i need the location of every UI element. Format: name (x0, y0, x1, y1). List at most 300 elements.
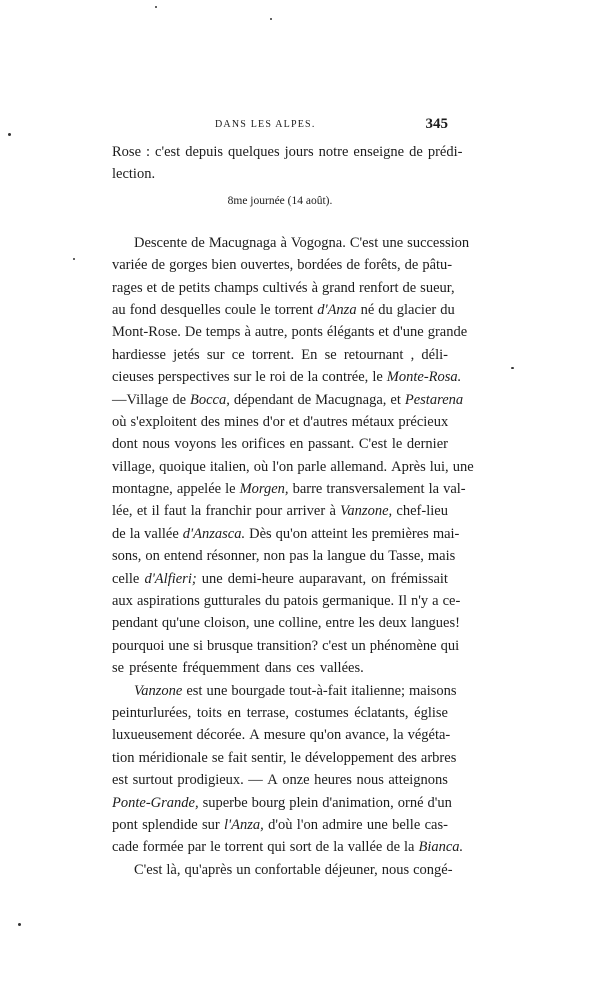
word: c'est (155, 144, 181, 160)
word: heures (314, 772, 352, 789)
word: de (172, 391, 186, 408)
word: demi-heure (227, 570, 294, 587)
word: bourg (251, 794, 286, 811)
word: confortable (254, 861, 321, 878)
word: premières (371, 525, 429, 542)
word: patois (283, 593, 319, 610)
word: allemand. (330, 458, 388, 475)
text-line (112, 500, 448, 522)
word: celle (112, 570, 140, 587)
word: la (428, 481, 440, 498)
word: qui (440, 637, 460, 654)
word: chef-lieu (396, 503, 448, 520)
word: l'Anza, (224, 816, 264, 833)
word: sur (206, 346, 225, 363)
word: terrase, (246, 704, 290, 721)
word: frémissait (390, 570, 448, 587)
word: faut (163, 503, 187, 520)
word: franchir (205, 503, 252, 520)
word: sur (233, 369, 252, 386)
word: Bocca, (190, 391, 230, 408)
word: desquelles (160, 301, 221, 318)
word: — (248, 772, 263, 789)
word: renfort (359, 279, 399, 296)
word: : (146, 144, 151, 160)
word: le (225, 481, 236, 498)
word: quoique (159, 458, 206, 475)
word: nous (381, 861, 410, 878)
word: perspectives (157, 369, 230, 386)
word: ce- (442, 593, 461, 610)
word: barre (292, 481, 323, 498)
word: germanique. (322, 593, 395, 610)
word: langues! (410, 615, 460, 632)
text-line (112, 321, 468, 343)
word: de (409, 144, 423, 160)
word: onze (282, 772, 310, 789)
word: bordées (297, 257, 343, 274)
word: à (311, 279, 319, 296)
text-line (112, 747, 457, 769)
word: phénomène (369, 637, 437, 654)
word: , (410, 346, 415, 363)
text-line (112, 389, 464, 411)
word: le (290, 749, 301, 766)
word: pas (289, 548, 309, 565)
word: ponts (291, 324, 323, 341)
text-line (112, 433, 448, 455)
word: atteint (311, 525, 348, 542)
word: de (315, 839, 330, 856)
word: d'où (268, 816, 293, 833)
word: aspirations (136, 593, 200, 610)
text-line (112, 814, 448, 836)
word: la (393, 727, 404, 744)
word: notre (318, 144, 349, 160)
word: Rose (112, 144, 141, 160)
word: qu'on (309, 727, 342, 744)
word: des (397, 749, 417, 766)
word: le (210, 839, 221, 856)
word: où (253, 458, 269, 475)
word: pont (112, 816, 138, 833)
word: peinturlurées, (112, 704, 192, 721)
word: une (382, 234, 404, 251)
word: vallées. (319, 660, 364, 677)
word: sentir, (251, 749, 287, 766)
word: la (129, 525, 141, 542)
word: de (297, 391, 312, 408)
word: montagne, (112, 481, 173, 498)
word: d'animation, (322, 794, 394, 811)
word: C'est (134, 861, 163, 878)
word: cloison, (203, 615, 250, 632)
word: méridionale (138, 749, 208, 766)
word: parle (297, 458, 327, 475)
word: Mont-Rose. (112, 324, 181, 341)
word: d'Anzasca. (182, 525, 246, 542)
word: résonner, (206, 548, 260, 565)
text-line (112, 186, 448, 216)
word: dont (112, 436, 138, 453)
word: sueur, (420, 279, 455, 296)
word: glacier (396, 301, 437, 318)
text-line (112, 163, 448, 185)
word: val- (443, 481, 466, 498)
word: cade (112, 839, 139, 856)
word: —Village (112, 391, 169, 408)
word: déli- (421, 346, 448, 363)
word: l'on (296, 816, 318, 833)
text-line (112, 277, 455, 299)
word: prodigieux. (177, 772, 244, 789)
word: pourquoi (112, 637, 165, 654)
word: bourgade (231, 682, 286, 699)
word: tout-à-fait (289, 682, 348, 699)
word: nous (142, 436, 170, 453)
word: se (112, 660, 125, 677)
word: lée, (112, 503, 133, 520)
word: quelques (228, 144, 280, 160)
word: variée (112, 257, 148, 274)
word: Dès (249, 525, 272, 542)
word: grand (322, 279, 356, 296)
word: dernier (406, 436, 448, 453)
word: maisons (409, 682, 457, 699)
word: les (351, 525, 368, 542)
text-line (112, 523, 460, 545)
word: d'Alfieri; (144, 570, 197, 587)
word: Morgen, (239, 481, 289, 498)
word: d'autres (303, 413, 348, 430)
word: les (358, 615, 375, 632)
text-line (112, 769, 448, 791)
word: se (324, 346, 337, 363)
word: du (440, 301, 455, 318)
word: depuis (185, 144, 224, 160)
word: toits (196, 704, 222, 721)
word: deux (378, 615, 407, 632)
text-line (112, 299, 455, 321)
word: élégants (326, 324, 375, 341)
word: développement (304, 749, 394, 766)
word: enseigne (353, 144, 405, 160)
page-number: 345 (425, 116, 448, 132)
text-line (112, 702, 448, 724)
word: ce (231, 346, 245, 363)
word: en (289, 436, 304, 453)
word: l'on (272, 458, 294, 475)
word: colline, (278, 615, 322, 632)
word: s'exploitent (130, 413, 197, 430)
word: de (289, 369, 304, 386)
word: cas- (424, 816, 448, 833)
word: A (267, 772, 278, 789)
word: d'une (392, 324, 424, 341)
word: congé- (413, 861, 453, 878)
word: à (329, 503, 336, 520)
scan-speck (511, 367, 514, 369)
word: le (391, 436, 403, 453)
word: grande (427, 324, 468, 341)
scan-speck (18, 923, 21, 926)
word: la (333, 839, 344, 856)
text-line (112, 141, 463, 163)
word: le (255, 369, 266, 386)
word: forêts, (364, 257, 401, 274)
word: cieuses (112, 369, 154, 386)
word: le (260, 301, 271, 318)
word: de (112, 525, 126, 542)
word: arbres (420, 749, 457, 766)
word: village, (112, 458, 156, 475)
word: la (404, 839, 415, 856)
word: où (112, 413, 127, 430)
word: est (186, 682, 203, 699)
word: a (432, 593, 439, 610)
word: par (187, 839, 207, 856)
text-line (112, 635, 460, 657)
word: Macugnaga (208, 234, 277, 251)
word: succession (407, 234, 470, 251)
word: une (168, 637, 190, 654)
word: si (193, 637, 203, 654)
word: précieux (398, 413, 449, 430)
word: Vanzone (134, 682, 183, 699)
word: atteignons (388, 772, 448, 789)
word: se (211, 749, 224, 766)
word: à (280, 234, 287, 251)
word: église (414, 704, 448, 721)
text-line (112, 216, 448, 232)
word: un (236, 861, 251, 878)
word: avance, (345, 727, 390, 744)
page-header (112, 116, 448, 136)
word: sur (201, 816, 220, 833)
word: le (372, 369, 383, 386)
word: superbe (202, 794, 248, 811)
text-line (112, 344, 448, 366)
word: lection. (112, 166, 156, 183)
word: Bianca. (418, 839, 464, 856)
word: torrent (224, 839, 264, 856)
word: sons, (112, 548, 142, 565)
word: coule (224, 301, 257, 318)
word: des (200, 413, 221, 430)
word: temps (205, 324, 241, 341)
word: brusque (206, 637, 253, 654)
word: Après (391, 458, 426, 475)
word: mais (427, 548, 456, 565)
word: on (371, 570, 386, 587)
word: costumes (294, 704, 349, 721)
text-line (112, 792, 452, 814)
word: roi (269, 369, 286, 386)
word: rages (112, 279, 143, 296)
word: qu'après (184, 861, 233, 878)
word: contrée, (322, 369, 369, 386)
word: du (369, 548, 385, 565)
word: torrent. (251, 346, 295, 363)
word: et (136, 503, 148, 520)
word: lui, (429, 458, 449, 475)
body-text (112, 141, 474, 881)
word: orifices (241, 436, 286, 453)
word: C'est (349, 234, 379, 251)
word: En (301, 346, 318, 363)
word: belle (392, 816, 421, 833)
word: voyons (174, 436, 217, 453)
word: d'un (427, 794, 452, 811)
word: champs (214, 279, 259, 296)
word: fait (227, 749, 248, 766)
word: mines (224, 413, 259, 430)
text-line (112, 724, 451, 746)
word: de (151, 257, 166, 274)
word: mesure (263, 727, 306, 744)
word: Il (398, 593, 408, 610)
text-line (112, 411, 448, 433)
word: vallée (347, 839, 383, 856)
scan-speck (73, 258, 75, 260)
word: arriver (286, 503, 326, 520)
word: langue (327, 548, 366, 565)
text-line (112, 545, 456, 567)
word: transition? (256, 637, 319, 654)
word: Descente (134, 234, 188, 251)
word: aux (112, 593, 133, 610)
word: sort (289, 839, 312, 856)
text-line (112, 859, 453, 881)
word: qu'on (275, 525, 308, 542)
word: nous (356, 772, 384, 789)
word: A (249, 727, 260, 744)
word: transversalement (326, 481, 425, 498)
word: qu'une (161, 615, 200, 632)
word: du (378, 301, 393, 318)
word: on (145, 548, 160, 565)
text-line (112, 836, 464, 858)
word: retournant (343, 346, 404, 363)
word: et (390, 391, 401, 408)
word: auparavant, (298, 570, 367, 587)
word: Vogogna. (290, 234, 346, 251)
running-title: DANS LES ALPES. (215, 119, 316, 130)
word: italienne; (351, 682, 406, 699)
word: splendide (142, 816, 198, 833)
word: végéta- (407, 727, 451, 744)
word: vallée (144, 525, 179, 542)
word: la (307, 369, 319, 386)
word: autre, (254, 324, 288, 341)
text-line (112, 456, 474, 478)
word: déjeuner, (324, 861, 378, 878)
word: C'est (358, 436, 388, 453)
word: une (206, 682, 228, 699)
word: de (404, 257, 419, 274)
word: dépendant (233, 391, 294, 408)
word: et (378, 324, 389, 341)
word: hardiesse (112, 346, 166, 363)
word: d'or (262, 413, 285, 430)
word: passant. (307, 436, 355, 453)
text-line (112, 590, 461, 612)
word: n'y (411, 593, 429, 610)
word: la (190, 503, 202, 520)
word: gutturales (203, 593, 261, 610)
text-line (112, 254, 453, 276)
text-line (112, 612, 460, 634)
word: né (360, 301, 375, 318)
word: entre (325, 615, 355, 632)
text-line (112, 366, 462, 388)
word: dans (264, 660, 292, 677)
word: un (351, 637, 366, 654)
word: De (184, 324, 202, 341)
word: torrent (274, 301, 314, 318)
word: en (227, 704, 242, 721)
word: Vanzone, (340, 503, 393, 520)
word: une (201, 570, 223, 587)
word: ouvertes, (240, 257, 294, 274)
word: mai- (432, 525, 460, 542)
word: et (288, 413, 300, 430)
word: et (146, 279, 158, 296)
word: Tasse, (388, 548, 424, 565)
word: pendant (112, 615, 158, 632)
word: Monte-Rosa. (386, 369, 462, 386)
text-line (112, 657, 448, 679)
word: éclatants, (354, 704, 409, 721)
word: plein (289, 794, 319, 811)
word: présente (129, 660, 178, 677)
word: gorges (169, 257, 208, 274)
word: métaux (351, 413, 395, 430)
word: luxueusement (112, 727, 193, 744)
word: fréquemment (182, 660, 260, 677)
word: une (366, 816, 388, 833)
text-line (112, 568, 448, 590)
word: les (220, 436, 237, 453)
word: au (112, 301, 126, 318)
word: Macugnaga, (315, 391, 387, 408)
word: orné (397, 794, 424, 811)
word: pour (255, 503, 283, 520)
word: d'Anza (317, 301, 357, 318)
text-line (112, 232, 470, 254)
word: cultivés (262, 279, 308, 296)
word: bien (211, 257, 237, 274)
word: prédi- (427, 144, 463, 160)
word: jours (284, 144, 314, 160)
word: fond (129, 301, 157, 318)
word: de (191, 234, 205, 251)
word: de (161, 279, 175, 296)
word: admire (322, 816, 363, 833)
word: la (312, 548, 324, 565)
word: qui (267, 839, 286, 856)
word: de (402, 279, 417, 296)
text-line (112, 478, 466, 500)
word: non (263, 548, 286, 565)
word: jetés (173, 346, 200, 363)
word: à (244, 324, 251, 341)
word: formée (142, 839, 184, 856)
word: c'est (322, 637, 348, 654)
text-line (112, 680, 457, 702)
word: ces (296, 660, 315, 677)
word: décorée. (196, 727, 246, 744)
